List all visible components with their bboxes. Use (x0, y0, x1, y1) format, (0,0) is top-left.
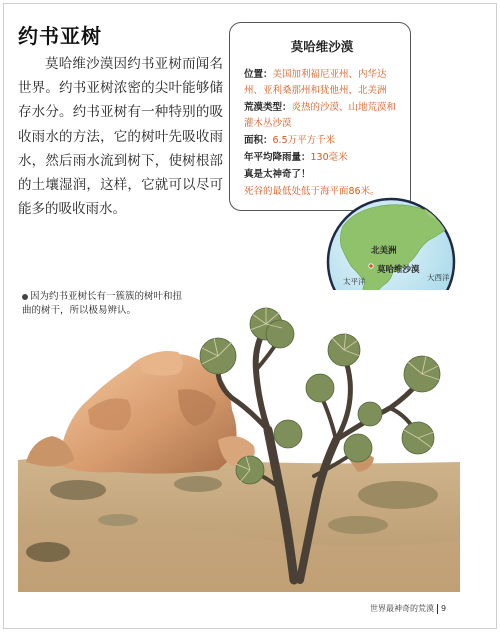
fact-location-value: 美国加利福尼亚州、内华达州、亚利桑那州和犹他州，北美洲 (244, 69, 387, 96)
body-paragraph: 莫哈维沙漠因约书亚树而闻名世界。约书亚树浓密的尖叶能够储存水分。约书亚树有一种特别的吸收雨水的方法，它的树叶先吸收雨水，然后雨水流到树下，使树根部的土壤湿润，这样，它就可以尽可能多的吸收雨水。 (18, 56, 223, 218)
fact-box-title: 莫哈维沙漠 (290, 39, 354, 54)
globe-continent-label: 北美洲 (371, 246, 397, 256)
fact-rain (244, 150, 400, 166)
fact-type (244, 100, 400, 132)
fact-area-label: 面积： (244, 135, 273, 146)
fact-wow (244, 167, 400, 183)
fact-area (244, 133, 400, 149)
photo-caption-text: 因为约书亚树长有一簇簇的树叶和扭曲的树干，所以极易辨认。 (22, 291, 183, 316)
mojave-marker (369, 264, 373, 268)
joshua-tree-photo (18, 290, 460, 592)
fact-rain-value: 130毫米 (310, 152, 348, 163)
fact-box (229, 22, 411, 211)
fact-rain-label: 年平均降雨量： (244, 152, 311, 163)
page-title: 约书亚树 (18, 24, 102, 48)
fact-type-value: 炎热的沙漠、山地荒漠和灌木丛沙漠 (244, 102, 397, 129)
fact-type-label: 荒漠类型： (244, 102, 292, 113)
fact-wow-label: 真是太神奇了！ (244, 169, 311, 180)
globe-pacific-label: 太平洋 (343, 277, 366, 286)
photo-svg (18, 290, 460, 592)
globe-atlantic-label: 大西洋 (427, 273, 450, 282)
page-footer (370, 603, 446, 614)
page-number: 9 (441, 604, 447, 613)
footer-section: 世界最神奇的荒漠 (370, 604, 434, 613)
fact-area-value: 6.5万平方千米 (272, 135, 336, 146)
fact-wow-value: 死谷的最低处低于海平面86米。 (244, 186, 380, 197)
fact-location (244, 67, 400, 99)
footer-divider (437, 604, 438, 614)
globe-marker-label: 莫哈维沙漠 (377, 265, 420, 275)
photo-caption (22, 290, 182, 318)
fact-location-label: 位置： (244, 69, 273, 80)
bullet-dot-icon (22, 294, 28, 300)
